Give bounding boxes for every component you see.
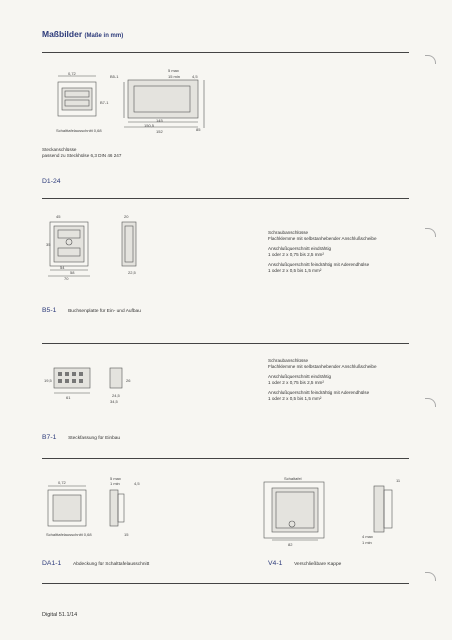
punch-hole-mark — [425, 572, 436, 581]
svg-text:4,5: 4,5 — [192, 74, 198, 79]
svg-text:11: 11 — [396, 478, 401, 483]
b5-1-drawing — [46, 210, 156, 282]
d1-24-drawing — [52, 66, 212, 136]
svg-text:5 max: 5 max — [168, 68, 179, 73]
svg-text:1 min: 1 min — [110, 481, 120, 486]
svg-text:0,72: 0,72 — [58, 480, 66, 485]
b7-1-drawing — [44, 360, 144, 410]
section-divider — [42, 583, 409, 584]
dim-072: 0,72 — [68, 71, 76, 76]
b7-1-label: B7-1 Steckfassung für Einbau — [42, 434, 121, 441]
front-panel-window — [62, 88, 92, 110]
section-divider — [42, 52, 409, 53]
svg-text:58: 58 — [70, 270, 75, 275]
svg-text:82: 82 — [288, 542, 293, 547]
title-subtitle: (Maße in mm) — [84, 33, 124, 39]
svg-text:5 max: 5 max — [110, 476, 121, 481]
v4-1-label: V4-1 Verschließbare Kappe — [268, 560, 342, 567]
svg-text:15: 15 — [124, 532, 129, 537]
da1-1-label: DA1-1 Abdeckung für Schalttafelausschnitt — [42, 560, 150, 567]
title-main: Maßbilder — [42, 29, 83, 39]
svg-text:4,5: 4,5 — [134, 481, 140, 486]
svg-text:Schalttafelausschnitt 0,68: Schalttafelausschnitt 0,68 — [56, 128, 102, 133]
page-title — [42, 29, 123, 39]
svg-text:B7-1: B7-1 — [100, 100, 109, 105]
plug-socket-front — [54, 368, 90, 388]
footer-page-id: Digital 51.1/14 — [42, 612, 78, 618]
lockable-cap-side — [374, 486, 384, 532]
svg-text:Schaltafel: Schaltafel — [284, 476, 302, 481]
punch-hole-mark — [425, 55, 436, 64]
svg-text:85: 85 — [196, 127, 201, 132]
b5-1-label: B5-1 Buchsenplatte für Ein- und Aufbau — [42, 307, 141, 314]
svg-text:19,5: 19,5 — [44, 378, 52, 383]
svg-text:B5-1: B5-1 — [110, 74, 119, 79]
svg-text:Schalttafelausschnitt 0,68: Schalttafelausschnitt 0,68 — [46, 532, 92, 537]
socket-plate-side — [122, 222, 136, 266]
svg-text:61: 61 — [66, 395, 71, 400]
svg-text:70: 70 — [64, 276, 69, 281]
svg-text:4 max: 4 max — [362, 534, 373, 539]
punch-hole-mark — [425, 398, 436, 407]
plug-socket-side — [110, 368, 122, 388]
punch-hole-mark — [425, 228, 436, 237]
b7-1-notes: Schraubanschlüsse Flachklemme mit selbstanhebender Anschlußscheibe Anschlußquerschnitt eindrähtig 1 oder 2 x 0,75 bis 2,5 mm² Anschlußquerschnitt feindrähtig mit Aderendhülse 1 oder 2 x 0,5 bis 1,5 mm² — [268, 358, 377, 401]
svg-text:24,5: 24,5 — [112, 393, 120, 398]
svg-text:145: 145 — [156, 118, 163, 123]
svg-text:26: 26 — [126, 378, 131, 383]
lockable-cap-front — [272, 488, 318, 532]
da1-1-drawing — [44, 472, 154, 544]
section-divider — [42, 458, 409, 459]
cover-side — [110, 490, 118, 526]
v4-1-drawing — [262, 472, 412, 548]
svg-text:1 min: 1 min — [362, 540, 372, 545]
svg-text:15 min: 15 min — [168, 74, 181, 79]
svg-text:45: 45 — [56, 214, 61, 219]
section-divider — [42, 198, 409, 199]
housing-side — [128, 80, 198, 118]
svg-text:35: 35 — [46, 242, 51, 247]
d1-24-notes: Steckanschlüsse passend zu Steckhülse 6,3 DIN 46 247 — [42, 147, 122, 158]
svg-text:22,5: 22,5 — [128, 270, 136, 275]
svg-text:150,5: 150,5 — [144, 123, 155, 128]
b5-1-notes: Schraubanschlüsse Flachklemme mit selbstanhebender Anschlußscheibe Anschlußquerschnitt eindrähtig 1 oder 2 x 0,75 bis 2,5 mm² Anschlußquerschnitt feindrähtig mit Aderendhülse 1 oder 2 x 0,5 bis 1,5 mm² — [268, 230, 377, 273]
d1-24-label: D1-24 — [42, 178, 61, 185]
svg-text:152: 152 — [156, 129, 163, 134]
svg-text:20: 20 — [124, 214, 129, 219]
section-divider — [42, 343, 409, 344]
svg-text:54: 54 — [60, 265, 65, 270]
svg-text:34,5: 34,5 — [110, 399, 118, 404]
